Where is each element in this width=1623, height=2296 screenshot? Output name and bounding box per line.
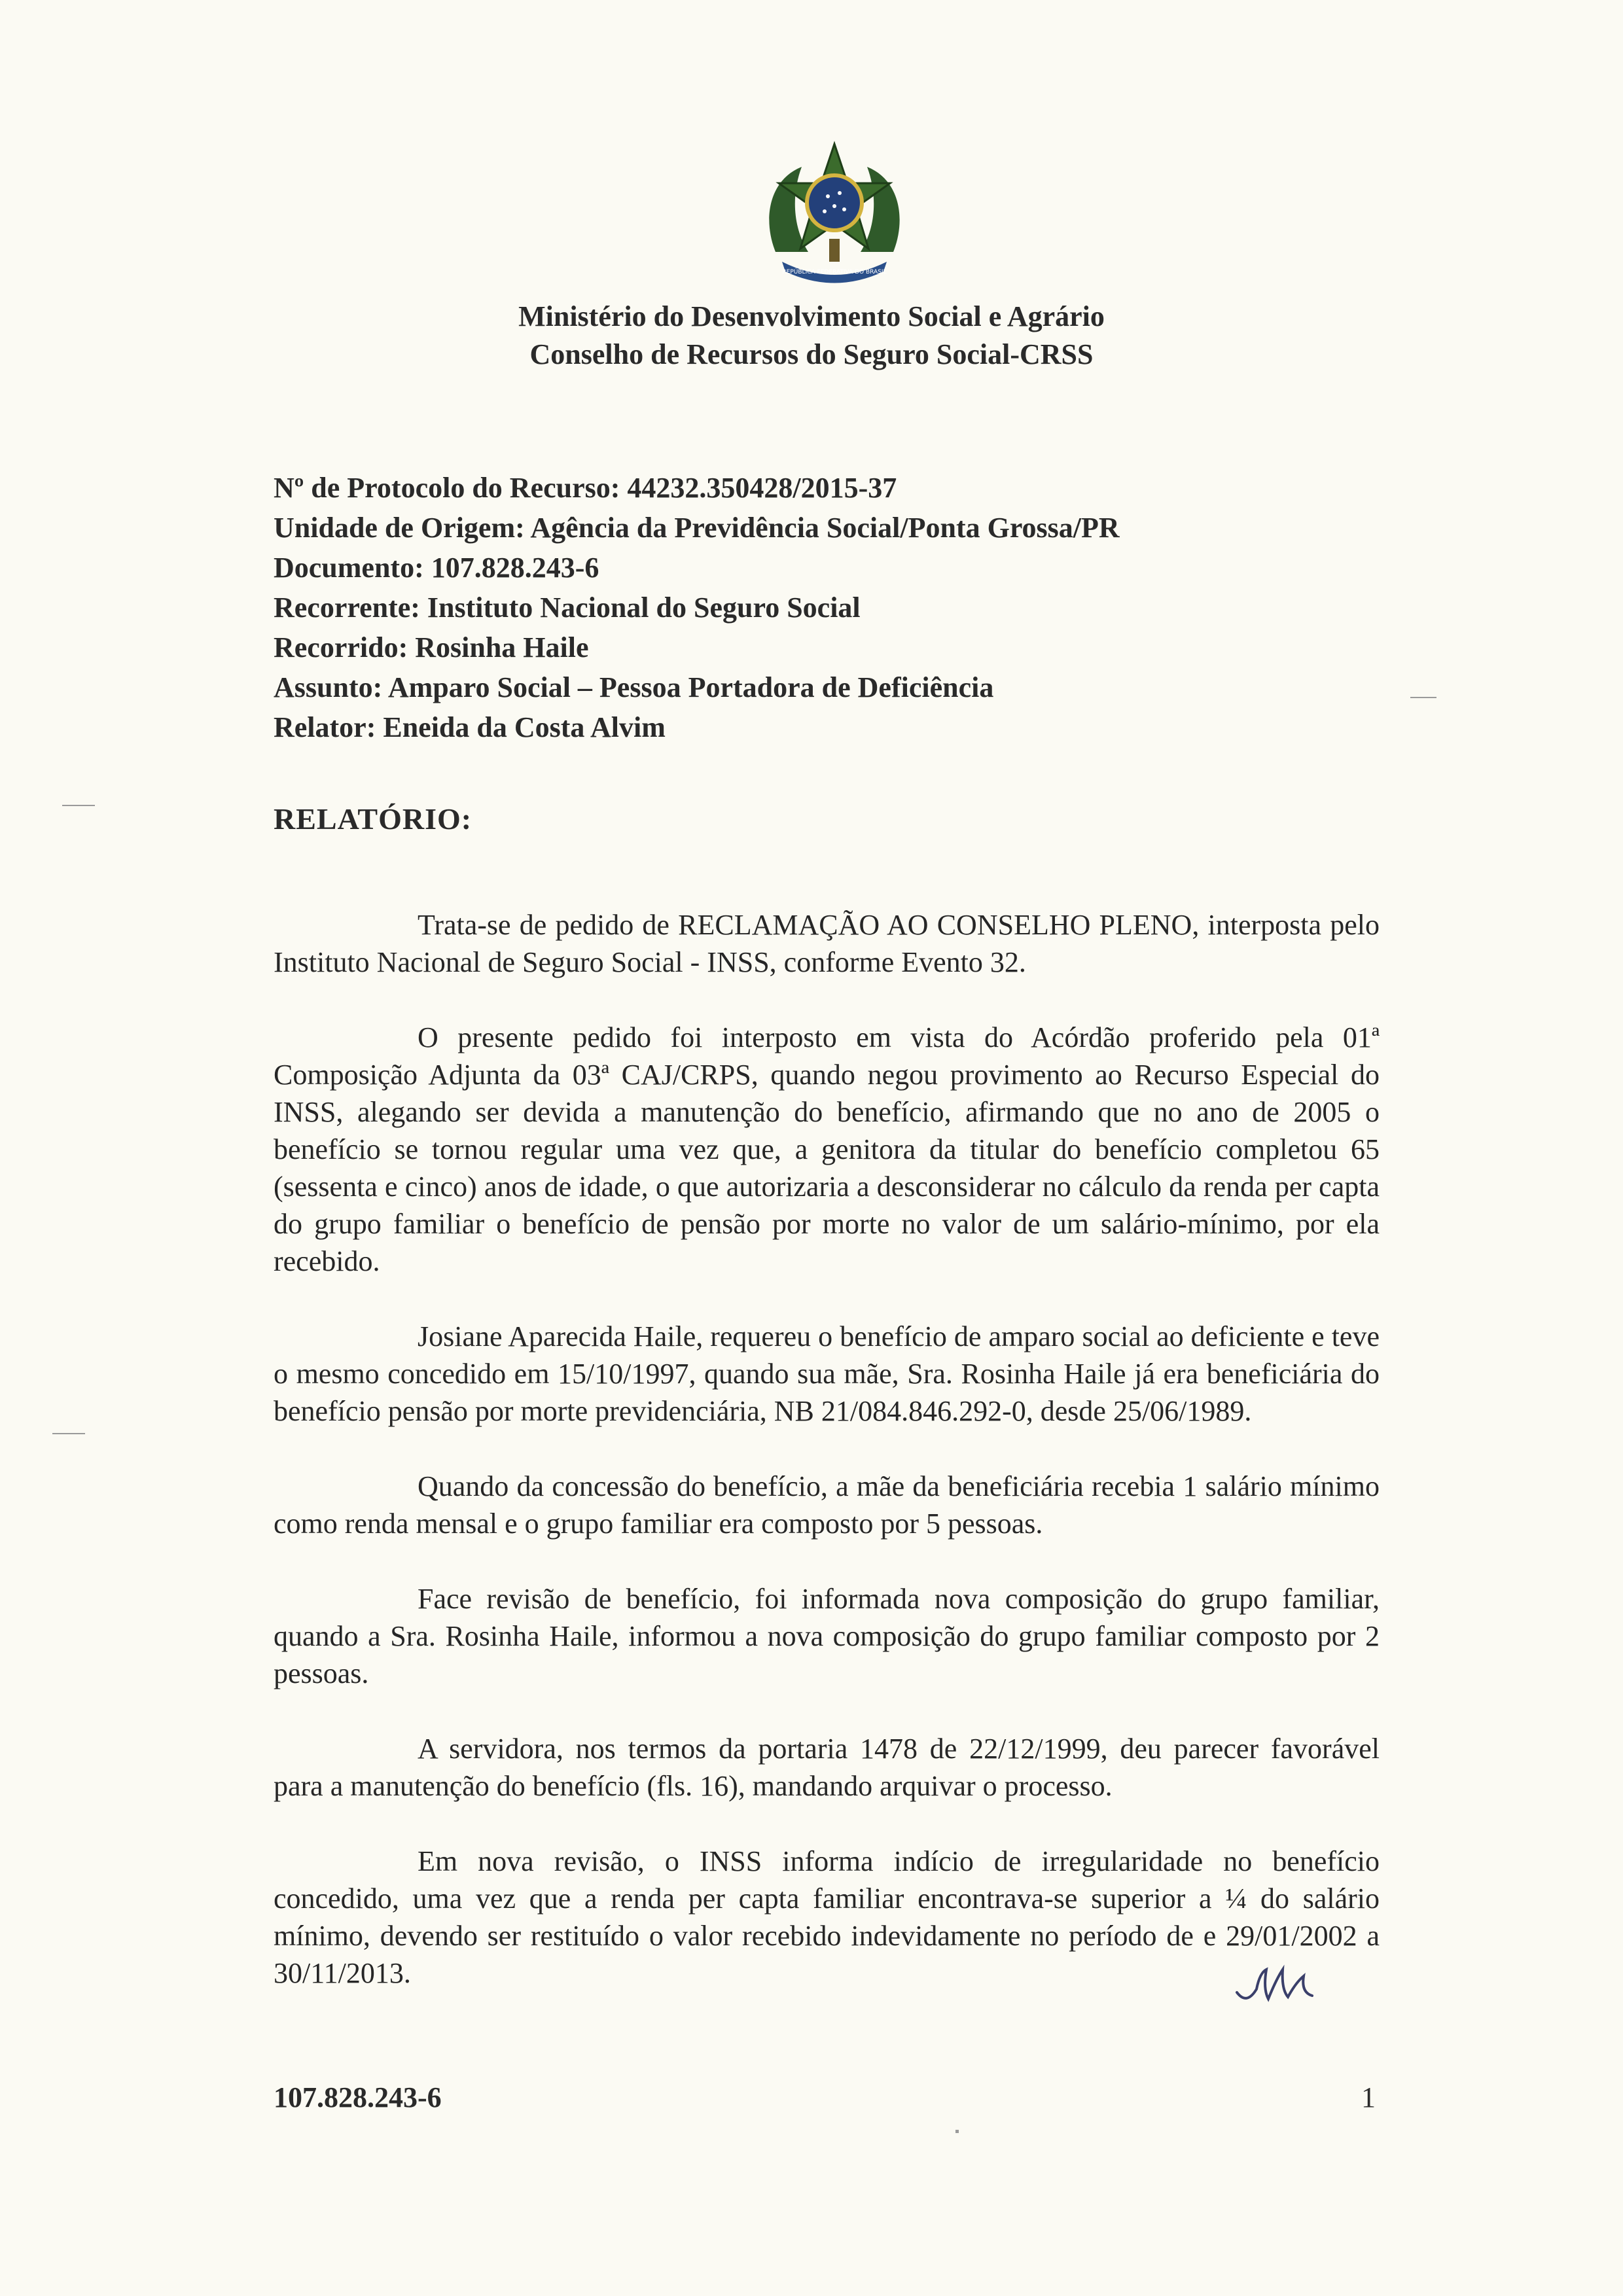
scan-speck [955, 2130, 959, 2133]
paragraph: Em nova revisão, o INSS informa indício de irregularidade no benefício concedido, uma vez que a renda per capta familiar encontrava-se superior a ¼ do salário mínimo, devendo ser restituído o valor recebido indevidamente no período de e 29/01/2002 a 30/11/2013. [274, 1845, 1380, 1989]
case-metadata [274, 468, 1386, 747]
protocol-number: Nº de Protocolo do Recurso: 44232.350428/2015-37 [274, 472, 897, 504]
scan-speck [62, 805, 95, 806]
scan-speck [1410, 697, 1436, 698]
rapporteur: Relator: Eneida da Costa Alvim [274, 711, 666, 743]
document-header [0, 298, 1623, 374]
emblem-banner-text: REPÚBLICA FEDERATIVA DO BRASIL [782, 269, 887, 275]
paragraph: Trata-se de pedido de RECLAMAÇÃO AO CONSELHO PLENO, interposta pelo Instituto Nacional de Seguro Social - INSS, conforme Evento 32. [274, 909, 1380, 978]
section-title: RELATÓRIO: [274, 802, 473, 836]
paragraph: O presente pedido foi interposto em vista do Acórdão proferido pela 01ª Composição Adjunta da 03ª CAJ/CRPS, quando negou provimento ao Recurso Especial do INSS, alegando ser devida a manutenção do benefício, afirmando que no ano de 2005 o benefício se tornou regular uma vez que, a genitora da titular do benefício completou 65 (sessenta e cinco) anos de idade, o que autorizaria a desconsiderar no cálculo da renda per capta do grupo familiar o benefício de pensão por morte no valor de um salário-mínimo, por ela recebido. [274, 1021, 1380, 1277]
coat-of-arms-emblem [756, 141, 913, 288]
footer-document-number: 107.828.243-6 [274, 2081, 442, 2113]
appellant: Recorrente: Instituto Nacional do Seguro Social [274, 592, 861, 624]
paragraph: Quando da concessão do benefício, a mãe da beneficiária recebia 1 salário mínimo como renda mensal e o grupo familiar era composto por 5 pessoas. [274, 1470, 1380, 1540]
respondent: Recorrido: Rosinha Haile [274, 631, 589, 663]
scan-speck [52, 1433, 85, 1434]
document-number: Documento: 107.828.243-6 [274, 552, 599, 584]
paragraph: A servidora, nos termos da portaria 1478 de 22/12/1999, deu parecer favorável para a manutenção do benefício (fls. 16), mandando arquivar o processo. [274, 1733, 1380, 1802]
council-name: Conselho de Recursos do Seguro Social-CRSS [529, 338, 1094, 370]
subject: Assunto: Amparo Social – Pessoa Portadora de Deficiência [274, 671, 994, 703]
ministry-name: Ministério do Desenvolvimento Social e Agrário [518, 300, 1105, 332]
handwritten-initials [1230, 1956, 1322, 2015]
report-body [274, 906, 1380, 2030]
origin-unit: Unidade de Origem: Agência da Previdência Social/Ponta Grossa/PR [274, 512, 1120, 544]
paragraph: Josiane Aparecida Haile, requereu o benefício de amparo social ao deficiente e teve o mesmo concedido em 15/10/1997, quando sua mãe, Sra. Rosinha Haile já era beneficiária do benefício pensão por morte previdenciária, NB 21/084.846.292-0, desde 25/06/1989. [274, 1320, 1380, 1427]
page-number: 1 [1361, 2081, 1376, 2113]
paragraph: Face revisão de benefício, foi informada nova composição do grupo familiar, quando a Sra. Rosinha Haile, informou a nova composição do grupo familiar composto por 2 pessoas. [274, 1583, 1380, 1689]
